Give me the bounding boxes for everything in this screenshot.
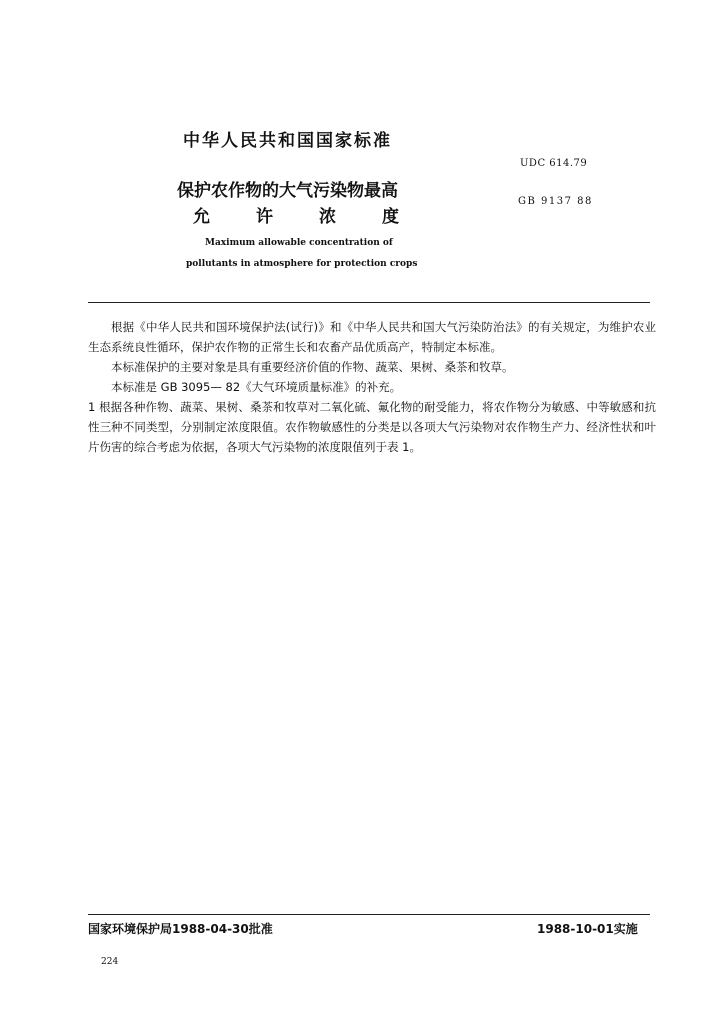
document-title-line-2: 允许浓度	[193, 207, 445, 227]
footer-divider	[88, 914, 650, 915]
gb-standard-number: GB 9137 88	[518, 196, 593, 207]
standard-organization-heading: 中华人民共和国国家标准	[183, 131, 392, 151]
effective-date-statement: 1988-10-01实施	[537, 922, 638, 936]
page-number: 224	[101, 957, 119, 967]
document-body	[88, 317, 656, 457]
body-paragraph-1: 根据《中华人民共和国环境保护法(试行)》和《中华人民共和国大气污染防治法》的有关规定，为维护农业生态系统良性循环，保护农作物的正常生长和农畜产品优质高产，特制定本标准。	[88, 320, 656, 354]
body-clause-1: 1 根据各种作物、蔬菜、果树、桑茶和牧草对二氧化硫、氟化物的耐受能力，将农作物分为敏感、中等敏感和抗性三种不同类型，分别制定浓度限值。农作物敏感性的分类是以各项大气污染物对农作物生产力、经济性状和叶片伤害的综合考虑为依据，各项大气污染物的浓度限值列于表 1。	[88, 400, 656, 454]
document-title-line-1: 保护农作物的大气污染物最高	[177, 181, 398, 201]
english-title-line-1: Maximum allowable concentration of	[205, 238, 393, 248]
english-title-line-2: pollutants in atmosphere for protection crops	[186, 259, 418, 269]
header-divider	[88, 302, 650, 303]
udc-code: UDC 614.79	[520, 158, 588, 169]
body-paragraph-3: 本标准是 GB 3095— 82《大气环境质量标准》的补充。	[111, 380, 402, 394]
approval-statement: 国家环境保护局1988-04-30批准	[88, 922, 273, 936]
body-paragraph-2: 本标准保护的主要对象是具有重要经济价值的作物、蔬菜、果树、桑茶和牧草。	[111, 360, 514, 374]
